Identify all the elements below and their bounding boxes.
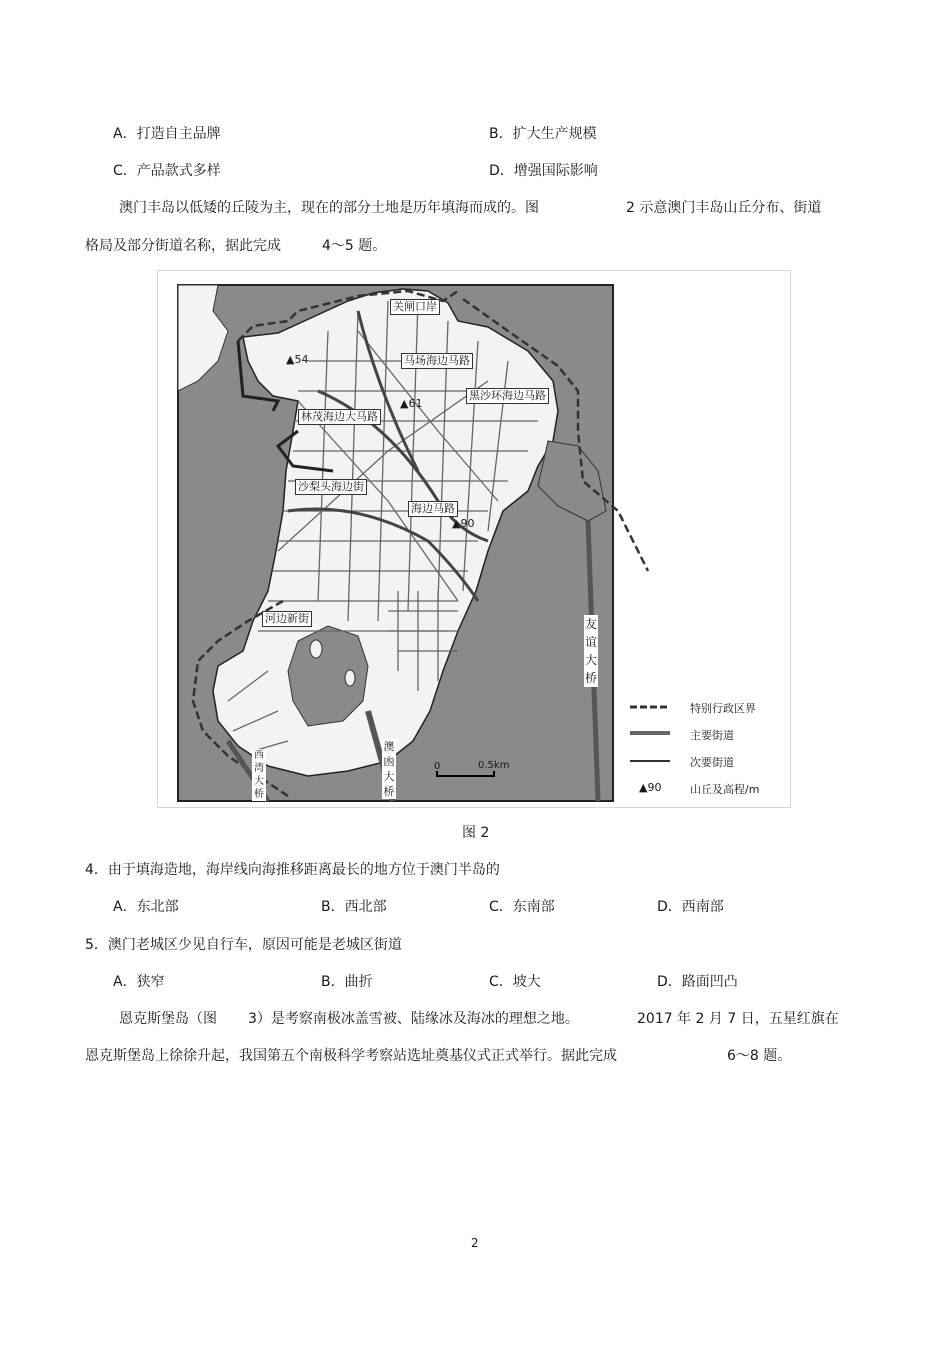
q4-option-b: B．西北部 [321,899,387,915]
q5-option-a: A．狭窄 [113,974,165,990]
scale-zero: 0 [434,761,441,772]
label-haibian: 海边马路 [408,501,458,517]
label-heishahuan: 黑沙环海边马路 [466,388,549,404]
passage1-line1a: 澳门丰岛以低矮的丘陵为主，现在的部分土地是历年填海而成的。图 [119,200,539,216]
q4-option-d: D．西南部 [657,899,724,915]
label-guanzha: 关闸口岸 [390,299,440,315]
lake-islet-1 [310,640,322,658]
q3-option-d: D．增强国际影响 [489,163,598,179]
legend-main-street: 主要街道 [690,729,734,742]
hill-54: ▲54 [286,353,309,366]
q4-option-a: A．东北部 [113,899,179,915]
legend-hill-symbol: ▲90 [639,781,662,794]
legend-sar-boundary: 特别行政区界 [690,702,756,715]
label-xiwan-bridge: 西湾大桥 [254,750,264,800]
q5-option-b: B．曲折 [321,974,373,990]
passage2-line1a: 恩克斯堡岛（图 [119,1011,217,1027]
passage2-line2a: 恩克斯堡岛上徐徐升起，我国第五个南极科学考察站选址奠基仪式正式举行。据此完成 [85,1048,617,1064]
passage2-line1c: 2017 年 2 月 7 日，五星红旗在 [637,1011,839,1027]
label-shalitou: 沙梨头海边街 [295,479,367,495]
figure-caption: 图 2 [462,825,490,841]
q5-option-c: C．坡大 [489,974,541,990]
lake-islet-2 [345,670,355,686]
legend-secondary-street: 次要街道 [690,756,734,769]
macau-map-figure [157,270,791,808]
label-aozai-bridge: 澳凼大桥 [383,740,395,798]
label-youyi-bridge: 友谊大桥 [584,617,597,685]
q3-option-a: A．打造自主品牌 [113,126,221,142]
page-number: 2 [471,1236,479,1250]
hill-61: ▲61 [400,397,423,410]
passage1-line1b: 2 示意澳门丰岛山丘分布、街道 [626,200,822,216]
legend-symbols [630,707,670,761]
label-linmao: 林茂海边大马路 [298,409,381,425]
passage1-line2a: 格局及部分街道名称，据此完成 [85,238,281,254]
q5-option-d: D．路面凹凸 [657,974,738,990]
passage1-line2b: 4～5 题。 [322,238,387,254]
q5-stem: 5．澳门老城区少见自行车，原因可能是老城区街道 [85,937,402,953]
q4-option-c: C．东南部 [489,899,555,915]
label-machang: 马场海边马路 [401,353,473,369]
q3-option-c: C．产品款式多样 [113,163,221,179]
legend-hill-elevation: 山丘及高程/m [690,783,760,796]
passage2-line1b: 3）是考察南极冰盖雪被、陆缘冰及海冰的理想之地。 [248,1011,579,1027]
passage2-line2b: 6～8 题。 [727,1048,792,1064]
label-hebian: 河边新街 [262,611,312,627]
scale-distance: 0.5km [478,760,510,771]
q3-option-b: B．扩大生产规模 [489,126,597,142]
hill-90: ▲90 [452,517,475,530]
q4-stem: 4．由于填海造地，海岸线向海推移距离最长的地方位于澳门半岛的 [85,862,500,878]
